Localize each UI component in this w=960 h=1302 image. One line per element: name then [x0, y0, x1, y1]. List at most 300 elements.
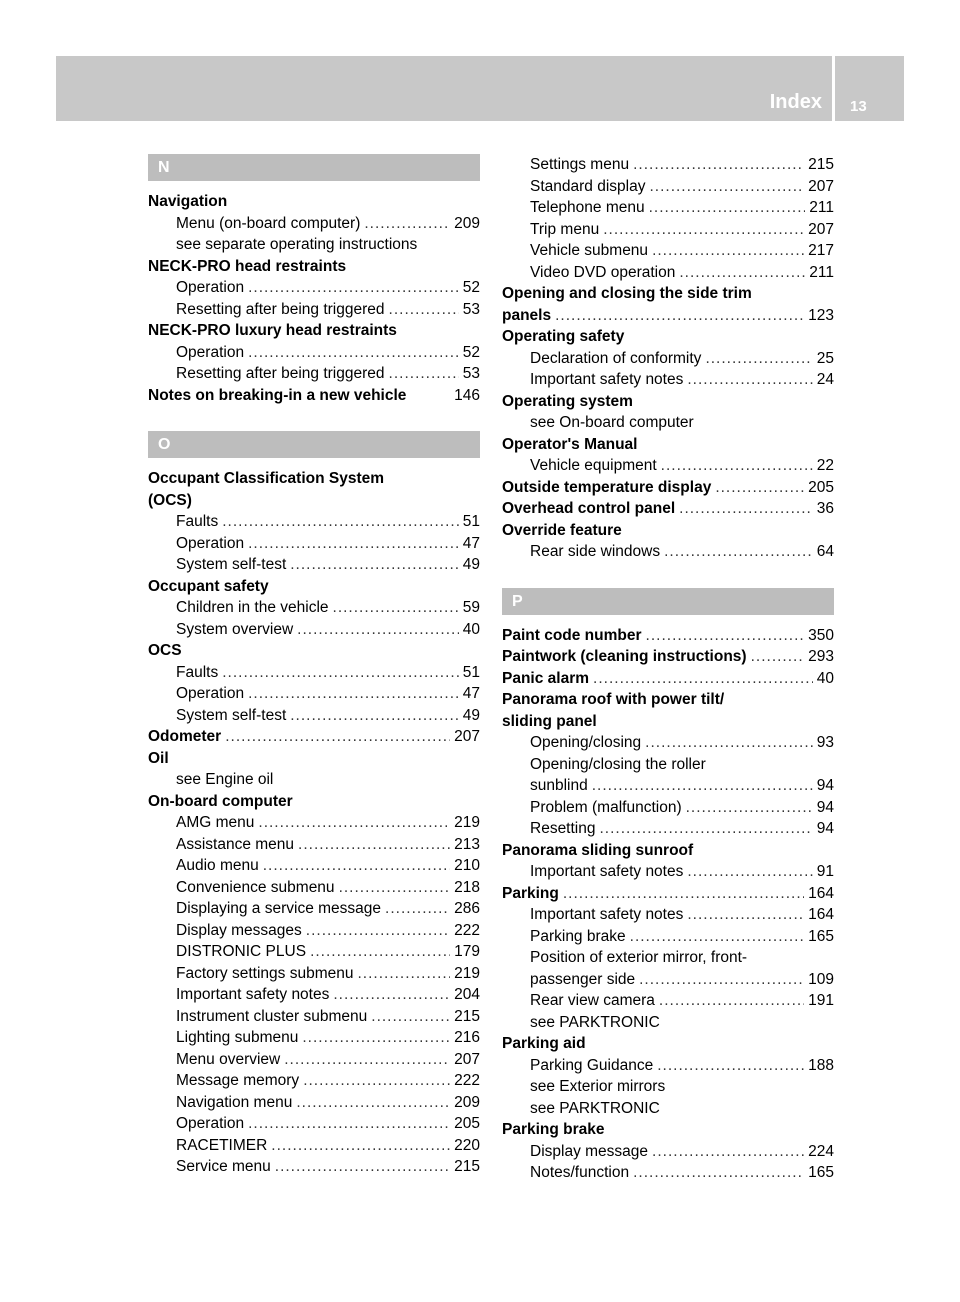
- index-subentry: [502, 262, 834, 284]
- page-reference: 94: [816, 777, 834, 794]
- page-reference: 49: [462, 706, 480, 724]
- entry-label: Operation: [176, 685, 245, 702]
- page-reference: 204: [454, 986, 480, 1003]
- page-reference: 93: [816, 734, 834, 751]
- dot-leader: [599, 818, 812, 840]
- entry-label: Operation: [176, 1115, 245, 1132]
- dot-leader: [649, 176, 804, 198]
- index-entry: [148, 256, 480, 278]
- page-reference: 91: [816, 863, 834, 880]
- entry-label: Notes on breaking-in a new vehicle: [148, 386, 407, 404]
- page-reference: 213: [454, 835, 480, 853]
- page-reference: 146: [454, 386, 480, 404]
- dot-leader: [592, 775, 813, 797]
- dot-leader: [751, 646, 805, 668]
- page-reference: 224: [808, 1142, 834, 1160]
- index-entry: [502, 1119, 834, 1141]
- index-column-right: [502, 154, 834, 1184]
- entry-label: Operator's Manual: [502, 435, 638, 453]
- page-reference: 209: [454, 214, 480, 232]
- entry-label: see separate operating instructions: [176, 236, 418, 253]
- page-reference: 207: [454, 1050, 480, 1068]
- entry-label: Message memory: [176, 1072, 300, 1089]
- entry-label: Display messages: [176, 921, 302, 939]
- entry-label: Standard display: [530, 177, 646, 195]
- entry-label: DISTRONIC PLUS: [176, 943, 307, 960]
- page-reference: 350: [808, 626, 834, 644]
- entry-label: Important safety notes: [530, 906, 684, 923]
- index-subentry: [502, 197, 834, 219]
- index-entry: [502, 326, 834, 348]
- index-subentry: [502, 775, 834, 797]
- entry-label: Lighting submenu: [176, 1029, 299, 1046]
- index-entry: [502, 840, 834, 862]
- dot-leader: [679, 498, 813, 520]
- index-subentry: [502, 754, 834, 776]
- index-subentry: [148, 1006, 480, 1028]
- page-reference: 51: [462, 513, 480, 530]
- dot-leader: [687, 861, 812, 883]
- entry-label: Assistance menu: [176, 835, 295, 853]
- page-reference: 205: [808, 478, 834, 496]
- page-reference: 64: [816, 543, 834, 560]
- dot-leader: [661, 455, 813, 477]
- index-entry: [502, 498, 834, 520]
- index-entry: [148, 191, 480, 213]
- entry-label: Occupant safety: [148, 577, 269, 595]
- entry-label: Paint code number: [502, 626, 642, 644]
- section-gap: [148, 406, 480, 431]
- page-reference: 51: [462, 663, 480, 681]
- page-reference: 219: [454, 814, 480, 831]
- entry-label: Service menu: [176, 1158, 271, 1175]
- entry-label: panels: [502, 306, 552, 324]
- entry-label: Menu (on-board computer): [176, 214, 361, 232]
- page-reference: 205: [454, 1115, 480, 1132]
- index-column-left: [148, 154, 480, 1178]
- page-reference: 215: [454, 1158, 480, 1175]
- page-reference: 53: [462, 300, 480, 318]
- index-subentry: [502, 1012, 834, 1034]
- index-subentry: [148, 920, 480, 942]
- entry-label: Opening and closing the side trim: [502, 285, 752, 302]
- index-entry: [502, 1033, 834, 1055]
- entry-label: Panic alarm: [502, 669, 590, 687]
- index-entry: [502, 646, 834, 668]
- entry-label: Resetting after being triggered: [176, 365, 385, 382]
- entry-label: System overview: [176, 620, 294, 638]
- dot-leader: [339, 877, 451, 899]
- index-subentry: [148, 1135, 480, 1157]
- dot-leader: [686, 797, 813, 819]
- dot-leader: [248, 533, 459, 555]
- dot-leader: [371, 1006, 450, 1028]
- section-top-gap: [148, 181, 480, 191]
- dot-leader: [657, 1055, 804, 1077]
- page-reference: 94: [816, 820, 834, 837]
- index-subentry: [148, 963, 480, 985]
- dot-leader: [290, 705, 459, 727]
- page-reference: 123: [808, 306, 834, 324]
- index-subentry: [502, 926, 834, 948]
- page-reference: 293: [808, 648, 834, 665]
- index-subentry: [502, 1098, 834, 1120]
- dot-leader: [715, 477, 804, 499]
- page-reference: 211: [809, 199, 834, 216]
- index-subentry: [148, 984, 480, 1006]
- index-subentry: [148, 1156, 480, 1178]
- page-reference: 109: [808, 970, 834, 988]
- index-subentry: [502, 1162, 834, 1184]
- entry-label: NECK-PRO head restraints: [148, 257, 347, 275]
- dot-leader: [222, 662, 459, 684]
- entry-label: Panorama roof with power tilt/: [502, 691, 725, 708]
- page-reference: 218: [454, 878, 480, 896]
- page-reference: 220: [454, 1136, 480, 1154]
- dot-leader: [290, 554, 459, 576]
- entry-label: Resetting after being triggered: [176, 300, 385, 318]
- entry-label: Parking aid: [502, 1035, 586, 1052]
- entry-label: Navigation menu: [176, 1093, 293, 1111]
- dot-leader: [687, 369, 812, 391]
- page-reference: 219: [454, 964, 480, 982]
- entry-label: see PARKTRONIC: [530, 1099, 660, 1117]
- dot-leader: [333, 597, 459, 619]
- index-subentry: [502, 1055, 834, 1077]
- index-subentry: [148, 554, 480, 576]
- entry-label: Position of exterior mirror, front-: [530, 949, 748, 966]
- page-reference: 25: [816, 349, 834, 367]
- index-subentry: [148, 342, 480, 364]
- entry-label: Children in the vehicle: [176, 599, 329, 616]
- entry-label: Menu overview: [176, 1050, 281, 1068]
- dot-leader: [646, 625, 805, 647]
- entry-label: passenger side: [530, 970, 636, 988]
- entry-label: OCS: [148, 642, 182, 659]
- page-reference: 22: [816, 457, 834, 474]
- dot-leader: [303, 1070, 450, 1092]
- entry-label: Trip menu: [530, 220, 600, 238]
- index-subentry: [502, 219, 834, 241]
- section-letter-header: P: [502, 588, 834, 615]
- index-subentry: [502, 904, 834, 926]
- index-subentry: [502, 240, 834, 262]
- page-reference: 286: [454, 900, 480, 917]
- dot-leader: [248, 342, 459, 364]
- index-subentry: [148, 1113, 480, 1135]
- index-subentry: [502, 818, 834, 840]
- dot-leader: [310, 941, 450, 963]
- dot-leader: [284, 1049, 450, 1071]
- index-subentry: [148, 619, 480, 641]
- index-entry: [502, 711, 834, 733]
- page-reference: 215: [808, 156, 834, 173]
- page-reference: 49: [462, 556, 480, 573]
- index-subentry: [148, 213, 480, 235]
- entry-label: Notes/function: [530, 1164, 630, 1181]
- dot-leader: [593, 668, 813, 690]
- index-entry: [502, 520, 834, 542]
- entry-label: System self-test: [176, 556, 287, 573]
- index-entry: [148, 726, 480, 748]
- dot-leader: [679, 262, 805, 284]
- entry-label: Instrument cluster submenu: [176, 1007, 368, 1025]
- page-reference: 207: [808, 220, 834, 238]
- index-subentry: [502, 348, 834, 370]
- index-subentry: [148, 299, 480, 321]
- dot-leader: [297, 619, 459, 641]
- entry-label: Parking brake: [530, 927, 626, 945]
- entry-label: Parking Guidance: [530, 1056, 654, 1074]
- page-reference: 52: [462, 279, 480, 296]
- index-entry: [502, 477, 834, 499]
- page-reference: 207: [808, 177, 834, 195]
- entry-label: Vehicle equipment: [530, 457, 657, 474]
- entry-label: On-board computer: [148, 792, 293, 810]
- entry-label: Important safety notes: [176, 986, 330, 1003]
- index-entry: [148, 791, 480, 813]
- index-subentry: [148, 705, 480, 727]
- section-top-gap: [148, 458, 480, 468]
- index-subentry: [502, 947, 834, 969]
- index-entry: [502, 283, 834, 305]
- page-reference: 216: [454, 1029, 480, 1046]
- dot-leader: [385, 898, 450, 920]
- dot-leader: [645, 732, 813, 754]
- dot-leader: [275, 1156, 450, 1178]
- index-subentry: [502, 990, 834, 1012]
- page-reference: 222: [454, 921, 480, 939]
- index-entry: [502, 883, 834, 905]
- entry-label: Rear view camera: [530, 992, 655, 1009]
- page-reference: 40: [462, 620, 480, 638]
- index-entry: [502, 668, 834, 690]
- page-reference: 215: [454, 1007, 480, 1025]
- index-subentry: [502, 969, 834, 991]
- dot-leader: [664, 541, 813, 563]
- index-entry: [502, 434, 834, 456]
- page-reference: 222: [454, 1072, 480, 1089]
- page-reference: 40: [816, 669, 834, 687]
- page-reference: 164: [808, 884, 834, 902]
- dot-leader: [687, 904, 804, 926]
- entry-label: Outside temperature display: [502, 478, 712, 496]
- dot-leader: [248, 277, 459, 299]
- entry-label: see Engine oil: [176, 771, 274, 788]
- dot-leader: [639, 969, 804, 991]
- index-subentry: [148, 234, 480, 256]
- dot-leader: [302, 1027, 450, 1049]
- index-subentry: [148, 1070, 480, 1092]
- entry-label: Settings menu: [530, 156, 630, 173]
- index-subentry: [148, 683, 480, 705]
- dot-leader: [659, 990, 804, 1012]
- index-entry: [148, 468, 480, 490]
- entry-label: Oil: [148, 749, 169, 767]
- page-reference: 24: [816, 371, 834, 388]
- index-entry: [148, 640, 480, 662]
- index-subentry: [148, 511, 480, 533]
- entry-label: System self-test: [176, 706, 287, 724]
- index-entry: [502, 689, 834, 711]
- index-subentry: [148, 941, 480, 963]
- page-reference: 52: [462, 343, 480, 361]
- entry-label: Vehicle submenu: [530, 242, 649, 259]
- dot-leader: [555, 305, 804, 327]
- entry-label: Opening/closing the roller: [530, 755, 706, 773]
- entry-label: see Exterior mirrors: [530, 1078, 666, 1095]
- index-subentry: [148, 662, 480, 684]
- dot-leader: [258, 812, 450, 834]
- section-letter-header: O: [148, 431, 480, 458]
- dot-leader: [248, 683, 459, 705]
- page-reference: 165: [808, 927, 834, 945]
- index-entry: [502, 391, 834, 413]
- entry-label: Operation: [176, 279, 245, 296]
- entry-label: Factory settings submenu: [176, 964, 354, 982]
- page-number: 13: [850, 98, 867, 115]
- dot-leader: [705, 348, 812, 370]
- index-subentry: [148, 898, 480, 920]
- index-subentry: [148, 533, 480, 555]
- section-top-gap: [502, 615, 834, 625]
- index-subentry: [148, 1049, 480, 1071]
- page-reference: 210: [454, 857, 480, 874]
- entry-label: Telephone menu: [530, 199, 645, 216]
- dot-leader: [652, 1141, 804, 1163]
- index-entry: [502, 625, 834, 647]
- index-subentry: [502, 732, 834, 754]
- index-entry: [148, 748, 480, 770]
- header-divider: [832, 56, 835, 121]
- page-title: Index: [769, 91, 822, 113]
- index-subentry: [502, 455, 834, 477]
- dot-leader: [298, 834, 450, 856]
- entry-label: Declaration of conformity: [530, 349, 702, 367]
- entry-label: Paintwork (cleaning instructions): [502, 648, 747, 665]
- section-gap: [502, 563, 834, 588]
- entry-label: Rear side windows: [530, 543, 661, 560]
- page-reference: 47: [462, 534, 480, 552]
- index-subentry: [148, 1027, 480, 1049]
- entry-label: Navigation: [148, 193, 228, 210]
- dot-leader: [306, 920, 450, 942]
- entry-label: Parking brake: [502, 1121, 605, 1138]
- entry-label: Odometer: [148, 728, 222, 745]
- page-reference: 209: [454, 1093, 480, 1111]
- dot-leader: [649, 197, 806, 219]
- entry-label: sliding panel: [502, 712, 597, 730]
- index-subentry: [148, 597, 480, 619]
- dot-leader: [630, 926, 804, 948]
- entry-label: see PARKTRONIC: [530, 1013, 660, 1031]
- index-entry: [148, 385, 480, 407]
- index-subentry: [148, 277, 480, 299]
- entry-label: Audio menu: [176, 857, 259, 874]
- entry-label: Occupant Classification System: [148, 470, 385, 487]
- dot-leader: [333, 984, 450, 1006]
- dot-leader: [389, 299, 459, 321]
- dot-leader: [633, 1162, 804, 1184]
- index-subentry: [148, 363, 480, 385]
- index-subentry: [502, 797, 834, 819]
- section-letter-header: N: [148, 154, 480, 181]
- page-reference: 165: [808, 1164, 834, 1181]
- entry-label: Displaying a service message: [176, 900, 382, 917]
- index-subentry: [148, 1092, 480, 1114]
- dot-leader: [633, 154, 804, 176]
- entry-label: Operation: [176, 343, 245, 361]
- dot-leader: [389, 363, 459, 385]
- index-entry: [502, 305, 834, 327]
- dot-leader: [248, 1113, 450, 1135]
- index-subentry: [148, 769, 480, 791]
- index-subentry: [502, 154, 834, 176]
- index-entry: [148, 576, 480, 598]
- entry-label: Operation: [176, 534, 245, 552]
- dot-leader: [652, 240, 804, 262]
- entry-label: Opening/closing: [530, 734, 642, 751]
- dot-leader: [296, 1092, 450, 1114]
- dot-leader: [263, 855, 450, 877]
- page-reference: 59: [462, 599, 480, 616]
- entry-label: Overhead control panel: [502, 500, 676, 517]
- dot-leader: [271, 1135, 450, 1157]
- entry-label: Video DVD operation: [530, 263, 676, 281]
- entry-label: RACETIMER: [176, 1136, 268, 1154]
- page-reference: 188: [808, 1056, 834, 1074]
- page-reference: 211: [809, 263, 834, 281]
- page-reference: 179: [454, 943, 480, 960]
- index-subentry: [502, 412, 834, 434]
- dot-leader: [225, 726, 450, 748]
- entry-label: (OCS): [148, 491, 192, 509]
- index-subentry: [502, 1076, 834, 1098]
- index-subentry: [148, 834, 480, 856]
- page-reference: 207: [454, 728, 480, 745]
- entry-label: Faults: [176, 663, 219, 681]
- entry-label: Override feature: [502, 521, 622, 539]
- index-subentry: [502, 176, 834, 198]
- entry-label: sunblind: [530, 777, 588, 794]
- entry-label: Operating system: [502, 392, 633, 410]
- page-reference: 53: [462, 365, 480, 382]
- page-reference: 36: [816, 500, 834, 517]
- page-reference: 94: [816, 798, 834, 816]
- page-reference: 164: [808, 906, 834, 923]
- index-subentry: [502, 541, 834, 563]
- page-reference: 191: [808, 992, 834, 1009]
- index-subentry: [148, 877, 480, 899]
- entry-label: Important safety notes: [530, 863, 684, 880]
- entry-label: Convenience submenu: [176, 878, 335, 896]
- index-subentry: [502, 369, 834, 391]
- dot-leader: [603, 219, 804, 241]
- index-subentry: [502, 861, 834, 883]
- entry-label: NECK-PRO luxury head restraints: [148, 322, 397, 339]
- index-subentry: [148, 855, 480, 877]
- entry-label: Parking: [502, 884, 559, 902]
- entry-label: Display message: [530, 1142, 649, 1160]
- page-reference: 47: [462, 685, 480, 702]
- entry-label: Operating safety: [502, 328, 625, 345]
- entry-label: Faults: [176, 513, 219, 530]
- index-subentry: [148, 812, 480, 834]
- entry-label: see On-board computer: [530, 414, 694, 431]
- entry-label: Resetting: [530, 820, 596, 837]
- index-entry: [148, 320, 480, 342]
- page-reference: 217: [808, 242, 834, 259]
